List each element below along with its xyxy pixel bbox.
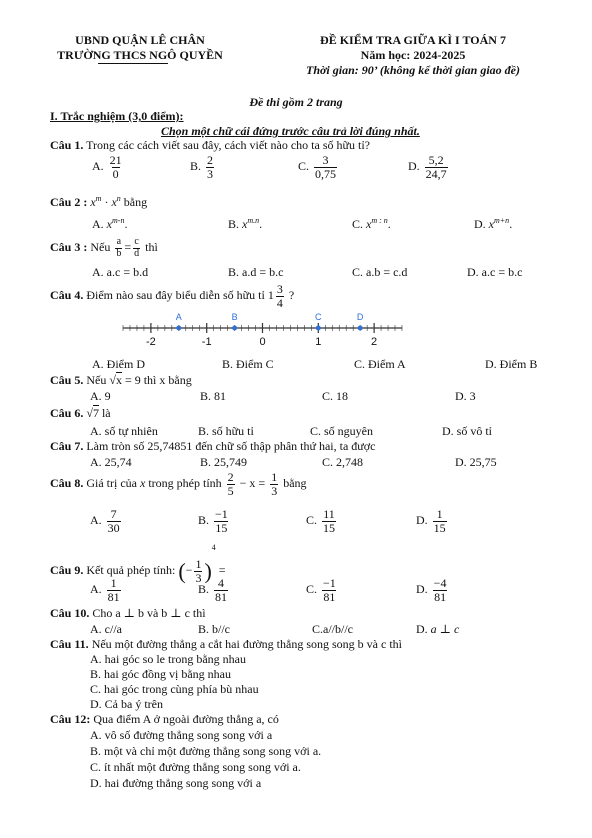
number-line-point-label: C: [315, 312, 322, 322]
option-11a: A. hai góc so le trong bằng nhau: [90, 652, 246, 666]
exam-duration: Thời gian: 90’ (không kể thời gian giao đề): [305, 63, 520, 77]
school-name-underline: [98, 63, 168, 64]
option-4b: B. Điểm C: [222, 357, 274, 371]
option-10d: D. a ⊥ c: [416, 622, 460, 636]
number-line-point-label: A: [175, 312, 182, 322]
option-1b: [190, 154, 216, 180]
option-12d: D. hai đường thẳng song song với a: [90, 776, 262, 790]
option-4d: D. Điểm B: [485, 357, 538, 371]
option-1d: [408, 154, 450, 180]
question-text: là: [101, 406, 111, 420]
pages-note: Đề thi gồm 2 trang: [249, 95, 343, 109]
option-3d: D. a.c = b.c: [467, 265, 523, 279]
number-line-tick-label: -2: [146, 336, 156, 348]
school-year: Năm học: 2024-2025: [360, 48, 466, 62]
exam-title: ĐỀ KIỂM TRA GIỮA KÌ I TOÁN 7: [320, 33, 506, 47]
question-11: [50, 637, 402, 652]
number-line-tick-label: -1: [201, 336, 212, 348]
number-line-point-label: D: [356, 312, 364, 322]
number-line-tick-label: 1: [315, 336, 322, 348]
option-12c: C. ít nhất một đường thẳng song song với a.: [90, 760, 301, 774]
fraction: $\frac{1}{3}$: [271, 470, 278, 498]
math-var: x: [90, 195, 96, 209]
number-line-point-d: [358, 326, 363, 331]
question-label: Câu 1.: [50, 138, 84, 152]
option-1a: [92, 154, 125, 180]
question-5: [50, 373, 192, 388]
question-text: Làm tròn số 25,74851 đến chữ số thập phân thứ hai, ta được: [86, 439, 376, 453]
option-4a: A. Điểm D: [92, 357, 145, 371]
option-1c: [298, 154, 339, 180]
option-3c: C. a.b = c.d: [352, 265, 408, 279]
question-text: thì: [145, 239, 158, 254]
fraction: $\frac{5,2}{24,7}$: [425, 153, 447, 181]
question-text: Nếu: [86, 373, 107, 387]
sqrt-symbol: √: [109, 373, 116, 387]
option-5a: A. 9: [90, 389, 111, 403]
option-6b: B. số hữu tỉ: [198, 424, 254, 438]
option-5c: C. 18: [322, 389, 349, 403]
math-var: x: [140, 475, 146, 490]
option-5d: D. 3: [455, 389, 476, 403]
number-line-point-c: [316, 326, 321, 331]
option-7d: D. 25,75: [455, 455, 497, 469]
option-letter: D.: [408, 158, 420, 173]
option-8a: A. $\frac{7}{30}$: [90, 507, 120, 535]
question-9: Câu 9. Kết quả phép tính: (− $\frac{1}{3}$ )$^4$ =: [50, 543, 226, 585]
option-2a: A. $x^{m-n}$.: [92, 216, 128, 231]
number-line: [0, 306, 592, 356]
question-2: [50, 194, 147, 210]
math-exp: m: [95, 194, 102, 203]
option-7b: B. 25,749: [200, 455, 248, 469]
number-line-point-a: [176, 326, 181, 331]
question-1: [50, 138, 370, 153]
question-text: trong phép tính: [148, 475, 222, 490]
option-12a: A. vô số đường thẳng song song với a: [90, 728, 273, 742]
paren: (: [178, 558, 186, 584]
question-label: Câu 11.: [50, 637, 89, 651]
option-10c: C.a//b//c: [312, 622, 353, 636]
option-9b: B. $\frac{4}{81}$: [198, 576, 228, 604]
option-6c: C. số nguyên: [310, 424, 373, 438]
option-6a: A. số tự nhiên: [90, 424, 158, 438]
fraction: $\frac{a}{b}$: [116, 236, 122, 259]
option-6d: D. số vô tỉ: [442, 424, 493, 438]
question-3: Câu 3 : Nếu $\frac{a}{b}$ = $\frac{c}{d}$ thì: [50, 236, 158, 259]
option-2b: B. $x^{m.n}$.: [228, 216, 263, 231]
option-11c: C. hai góc trong cùng phía bù nhau: [90, 682, 259, 696]
fraction: $\frac{21}{0}$: [109, 153, 122, 181]
school-name: TRƯỜNG THCS NGÔ QUYỀN: [57, 48, 223, 62]
sqrt-symbol: √: [86, 406, 93, 420]
question-label: Câu 6.: [50, 406, 84, 420]
question-10: [50, 606, 206, 621]
question-label: Câu 3 :: [50, 239, 88, 254]
option-10a: A. c//a: [90, 622, 122, 636]
question-text: Nếu một đường thẳng a cắt hai đường thẳng song song b và c thì: [91, 637, 402, 651]
question-text: Nếu: [90, 239, 111, 254]
question-label: Câu 9.: [50, 563, 84, 577]
number-line-point-b: [232, 326, 237, 331]
option-3a: A. a.c = b.d: [92, 265, 149, 279]
question-text: Trong các cách viết sau đây, cách viết nào cho ta số hữu tỉ?: [86, 138, 370, 152]
option-12b: B. một và chỉ một đường thẳng song song với a.: [90, 744, 322, 758]
question-12: [50, 712, 279, 727]
question-label: Câu 4.: [50, 287, 84, 302]
radicand: x: [115, 373, 122, 387]
question-text: Điểm nào sau đây biểu diễn số hữu tỉ: [86, 287, 265, 302]
question-label: Câu 5.: [50, 373, 84, 387]
section-title: I. Trắc nghiệm (3,0 điểm):: [50, 109, 184, 123]
question-label: Câu 8.: [50, 475, 84, 490]
number-line-tick-label: 2: [371, 336, 378, 348]
option-8b: B. $\frac{-1}{15}$: [198, 507, 228, 535]
math-exp: n: [116, 194, 121, 203]
option-2d: D. $x^{m+n}$.: [474, 216, 513, 231]
question-text: Kết quả phép tính:: [86, 563, 176, 577]
fraction: $\frac{1}{3}$: [195, 557, 202, 585]
option-8d: D. $\frac{1}{15}$: [416, 507, 446, 535]
option-9c: C. $\frac{-1}{81}$: [306, 576, 336, 604]
option-2c: C. $x^{m : n}$.: [352, 216, 391, 231]
question-label: Câu 12:: [50, 712, 91, 726]
option-letter: C.: [298, 158, 310, 173]
section-instruction: Chọn một chữ cái đứng trước câu trả lời đúng nhất.: [161, 124, 420, 138]
option-5b: B. 81: [200, 389, 227, 403]
question-label: Câu 2 :: [50, 195, 88, 209]
option-7c: C. 2,748: [322, 455, 364, 469]
fraction: $\frac{2}{5}$: [227, 470, 234, 498]
paren: ): [204, 558, 212, 584]
org-name: UBND QUẬN LÊ CHÂN: [75, 33, 205, 47]
question-4: Câu 4. Điểm nào sau đây biểu diễn số hữu tỉ 1 $\frac{3}{4}$ ?: [50, 282, 295, 310]
question-7: [50, 439, 375, 454]
number-line-tick-label: 0: [259, 336, 266, 348]
math-var: x: [111, 195, 117, 209]
option-letter: A.: [92, 158, 104, 173]
fraction: $\frac{3}{4}$: [276, 282, 283, 310]
question-text: = 9 thì x bằng: [124, 373, 192, 387]
question-label: Câu 10.: [50, 606, 90, 620]
option-7a: A. 25,74: [90, 455, 132, 469]
option-9d: D. $\frac{-4}{81}$: [416, 576, 447, 604]
option-3b: B. a.d = b.c: [228, 265, 284, 279]
question-text: Giá trị của: [86, 475, 137, 490]
fraction: $\frac{c}{d}$: [134, 236, 140, 259]
option-11d: D. Cả ba ý trên: [90, 697, 163, 711]
fraction: $\frac{3}{0,75}$: [315, 153, 337, 181]
fraction: $\frac{2}{3}$: [207, 153, 214, 181]
option-4c: C. Điểm A: [354, 357, 406, 371]
question-text: Cho a ⊥ b và b ⊥ c thì: [92, 606, 206, 620]
question-text: Qua điểm A ở ngoài đường thẳng a, có: [93, 712, 279, 726]
radicand: 7: [92, 406, 99, 420]
option-8c: C. $\frac{11}{15}$: [306, 507, 336, 535]
option-9a: A. $\frac{1}{81}$: [90, 576, 120, 604]
question-6: [50, 406, 111, 421]
math-op: − x =: [239, 475, 266, 490]
math-op: ·: [104, 195, 109, 209]
mixed-whole: 1: [267, 287, 274, 302]
question-text: bằng: [123, 195, 148, 209]
option-11b: B. hai góc đồng vị bằng nhau: [90, 667, 231, 681]
option-10b: B. b//c: [198, 622, 230, 636]
question-8: [50, 471, 307, 497]
number-line-point-label: B: [231, 312, 238, 322]
option-letter: B.: [190, 158, 202, 173]
question-text: bằng: [283, 475, 307, 490]
question-label: Câu 7.: [50, 439, 84, 453]
